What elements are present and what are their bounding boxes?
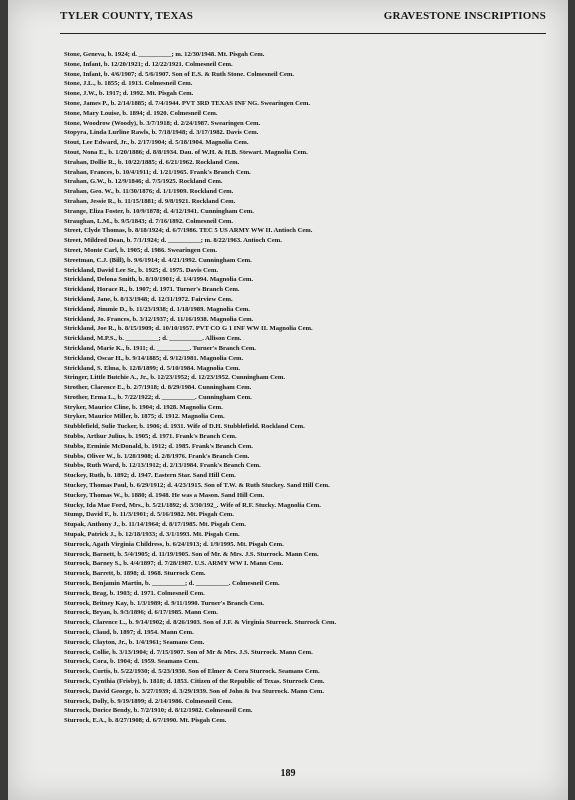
list-item: Sturrock, E.A., b. 8/27/1908; d. 6/7/1990. Mt. Pisgah Cem. (64, 717, 227, 725)
list-item: Stuckey, Ruth, b. 1892; d. 1947. Eastern Star. Sand Hill Cem. (64, 472, 236, 480)
entry-list (64, 50, 544, 726)
list-item: Sturrock, Benjamin Martin, b. __________; d. __________. Colmesneil Cem. (64, 580, 280, 588)
list-item: Stone, J.W., b. 1917; d. 1992. Mt. Pisgah Cem. (64, 90, 194, 98)
list-item: Stone, Infant, b. 12/20/1921; d. 12/22/1921. Colmesneil Cem. (64, 60, 233, 68)
list-item: Strickland, Jo. Frances, b. 3/12/1937; d. 11/16/1938. Magnolia Cem. (64, 315, 254, 323)
list-item: Sturrock, Clayton, Jr., b. 1/4/1961; Seamans Cem. (64, 638, 205, 646)
list-item: Stuckey, Thomas Paul, b. 6/29/1912; d. 4/23/1915. Son of T.W. & Ruth Stuckey. Sand Hill Cem. (64, 482, 330, 490)
list-item: Stone, Geneva, b. 1924; d. __________; m. 12/30/1948. Mt. Pisgah Cem. (64, 51, 265, 58)
list-item: Stringer, Little Butchie A., Jr., b. 12/23/1952; d. 12/23/1952. Cunningham Cem. (64, 374, 285, 382)
list-item: Street, Clyde Thomas, b. 8/18/1924; d. 6/7/1986. TEC 5 US ARMY WW II. Antioch Cem. (64, 227, 313, 235)
list-item: Stout, Nona E., b. 1/20/1886; d. 8/8/1934. Dau. of W.H. & H.B. Stewart. Magnolia Cem. (64, 148, 308, 156)
list-item: Stubbs, Erminie McDonald, b. 1912; d. 1985. Frank's Branch Cem. (64, 442, 253, 450)
list-item: Strickland, Horace R., b. 1907; d. 1971. Turner's Branch Cem. (64, 286, 240, 294)
list-item: Stryker, Maurice Miller, b. 1875; d. 1912. Magnolia Cem. (64, 413, 225, 421)
list-item: Strickland, Delona Smith, b. 8/10/1901; d. 1/4/1994. Magnolia Cem. (64, 276, 254, 284)
list-item: Street, Monte Carl, b. 1905; d. 1986. Swearingen Cem. (64, 246, 217, 254)
list-item: Sturrock, Cynthia (Frisby), b. 1818; d. 1853. Citizen of the Republic of Texas. Sturrock Cem. (64, 678, 325, 685)
list-item: Sturrock, Collie, b. 3/13/1904; d. 7/15/1907. Son of Mr & Mrs. J.S. Sturrock. Mann Cem. (64, 648, 313, 656)
page-number: 189 (280, 768, 296, 779)
list-item: Strickland, David Lee Sr., b. 1925; d. 1975. Davis Cem. (64, 266, 218, 274)
list-item: Strahan, Jessie R., b. 11/15/1881; d. 9/8/1921. Rockland Cem. (64, 197, 236, 205)
list-item: Strahan, Geo. W., b. 11/30/1876; d. 1/1/1909. Rockland Cem. (64, 188, 234, 196)
list-item: Sturrock, Barney S., b. 4/4/1897; d. 7/28/1987. U.S. ARMY WW I. Mann Cem. (64, 560, 284, 568)
list-item: Sturrock, Brag, b. 1903; d. 1971. Colmesneil Cem. (64, 589, 205, 597)
list-item: Strickland, Joe R., b. 8/15/1909; d. 10/10/1957. PVT CO G 1 INF WW II. Magnolia Cem. (64, 325, 313, 333)
header-county: TYLER COUNTY, TEXAS (60, 10, 194, 22)
list-item: Strickland, S. Elma, b. 12/8/1899; d. 5/10/1984. Magnolia Cem. (64, 364, 241, 372)
list-item: Stucky, Ida Mae Ford, Mrs., b. 5/21/1892; d. 3/30/192_. Wife of R.F. Stucky. Magnolia Cem. (64, 501, 321, 509)
list-item: Sturrock, Barrett, b. 1898; d. 1968. Sturrock Cem. (64, 570, 206, 578)
list-item: Sturrock, Cora, b. 1904; d. 1959. Seamans Cem. (64, 658, 199, 666)
list-item: Stone, Woodrow (Woody), b. 3/7/1918; d. 2/24/1987. Swearingen Cem. (64, 119, 261, 127)
list-item: Stone, J.L., b. 1855; d. 1913. Colmesneil Cem. (64, 80, 193, 88)
list-item: Stone, Mary Louise, b. 1894; d. 1920. Colmesneil Cem. (64, 109, 218, 117)
page-header (60, 10, 546, 22)
list-item: Straughan, L.M., b. 9/5/1843; d. 7/16/1892. Colmesneil Cem. (64, 217, 234, 225)
list-item: Stone, Infant, b. 4/6/1907; d. 5/6/1907. Son of E.S. & Ruth Stone. Colmesneil Cem. (64, 70, 295, 78)
list-item: Stubblefield, Sulie Tucker, b. 1906; d. 1931. Wife of D.H. Stubblefield. Rockland Cem. (64, 423, 305, 431)
list-item: Stopyra, Linda Lurline Rawls, b. 7/18/1948; d. 3/17/1982. Davis Cem. (64, 129, 259, 137)
header-title: GRAVESTONE INSCRIPTIONS (383, 10, 546, 22)
list-item: Strother, Clarence E., b. 2/7/1918; d. 8/29/1984. Cunningham Cem. (64, 384, 252, 392)
list-item: Sturrock, Bryan, b. 9/3/1896; d. 6/17/1985. Mann Cem. (64, 609, 218, 617)
list-item: Strickland, Oscar H., b. 9/14/1885; d. 9/12/1981. Magnolia Cem. (64, 354, 244, 362)
list-item: Strickland, Marie K., b. 1911; d. __________. Turner's Branch Cem. (64, 344, 256, 352)
list-item: Sturrock, Dorice Bendy, b. 7/2/1910; d. 8/12/1982. Colmesneil Cem. (64, 707, 253, 715)
list-item: Strickland, M.P.S., b. __________; d. __________. Allison Cem. (64, 335, 242, 343)
list-item: Strickland, Jimmie D., b. 11/23/1938; d. 1/18/1989. Magnolia Cem. (64, 305, 250, 313)
list-item: Strahan, Dollie R., b. 10/22/1885; d. 6/21/1962. Rockland Cem. (64, 158, 240, 166)
list-item: Sturrock, Curtis, b. 5/22/1930; d. 5/23/1930. Son of Elmer & Cora Sturrock. Seamans Cem. (64, 668, 320, 676)
list-item: Strickland, Jane, b. 8/13/1948; d. 12/31/1972. Fairview Cem. (64, 295, 233, 303)
list-item: Stupak, Patrick J., b. 12/18/1933; d. 3/1/1993. Mt. Pisgah Cem. (64, 531, 240, 539)
list-item: Sturrock, Britney Kay, b. 1/3/1989; d. 9/11/1990. Turner's Branch Cem. (64, 599, 265, 607)
list-item: Stupak, Anthony J., b. 11/14/1964; d. 8/17/1985. Mt. Pisgah Cem. (64, 521, 246, 529)
list-item: Sturrock, David George, b. 3/27/1939; d. 3/29/1939. Son of John & Iva Sturrock. Mann Cem. (64, 687, 325, 695)
list-item: Sturrock, Agath Virginia Childress, b. 6/24/1913; d. 1/9/1995. Mt. Pisgah Cem. (64, 540, 284, 548)
list-item: Stout, Lee Edward, Jr., b. 2/17/1904; d. 5/18/1904. Magnolia Cem. (64, 139, 249, 147)
list-item: Stubbs, Oliver W., b. 1/28/1908; d. 2/8/1976. Frank's Branch Cem. (64, 452, 250, 460)
list-item: Sturrock, Dolly, b. 9/19/1899; d. 2/14/1986. Colmesneil Cem. (64, 697, 233, 705)
document-page (8, 0, 568, 800)
list-item: Strange, Eliza Foster, b. 10/9/1878; d. 4/12/1941. Cunningham Cem. (64, 207, 254, 215)
list-item: Streetman, C.J. (Bill), b. 9/6/1914; d. 4/21/1992. Cunningham Cem. (64, 256, 252, 264)
list-item: Strahan, G.W., b. 12/9/1846; d. 7/5/1925. Rockland Cem. (64, 178, 223, 186)
list-item: Sturrock, Barnett, b. 5/4/1905; d. 11/19/1905. Son of Mr. & Mrs. J.S. Sturrock. Mann Cem. (64, 550, 319, 558)
list-item: Stone, James P., b. 2/14/1885; d. 7/4/1944. PVT 3RD TEXAS INF NG. Swearingen Cem. (64, 99, 310, 107)
list-item: Stump, David F., b. 11/3/1901; d. 5/16/1982. Mt. Pisgah Cem. (64, 511, 234, 519)
list-item: Strother, Erma L., b. 7/22/1922; d. __________. Cunningham Cem. (64, 393, 252, 401)
header-rule (60, 33, 546, 34)
list-item: Stubbs, Ruth Ward, b. 12/13/1912; d. 2/13/1984. Frank's Branch Cem. (64, 462, 261, 470)
list-item: Stryker, Maurice Cline, b. 1904; d. 1928. Magnolia Cem. (64, 403, 223, 411)
list-item: Sturrock, Clarence L., b. 9/14/1902; d. 8/26/1903. Son of J.F. & Virginia Sturrock. Sturrock Cem. (64, 619, 337, 627)
list-item: Stubbs, Arthur Julius, b. 1905; d. 1971. Frank's Branch Cem. (64, 433, 237, 441)
list-item: Street, Mildred Dean, b. 7/1/1924; d. __________; m. 8/22/1963. Antioch Cem. (64, 237, 282, 245)
list-item: Stuckey, Thomas W., b. 1880; d. 1948. He was a Mason. Sand Hill Cem. (64, 491, 265, 499)
list-item: Sturrock, Claud, b. 1897; d. 1954. Mann Cem. (64, 629, 194, 637)
list-item: Strahan, Frances, b. 10/4/1911; d. 1/21/1965. Frank's Branch Cem. (64, 168, 251, 176)
